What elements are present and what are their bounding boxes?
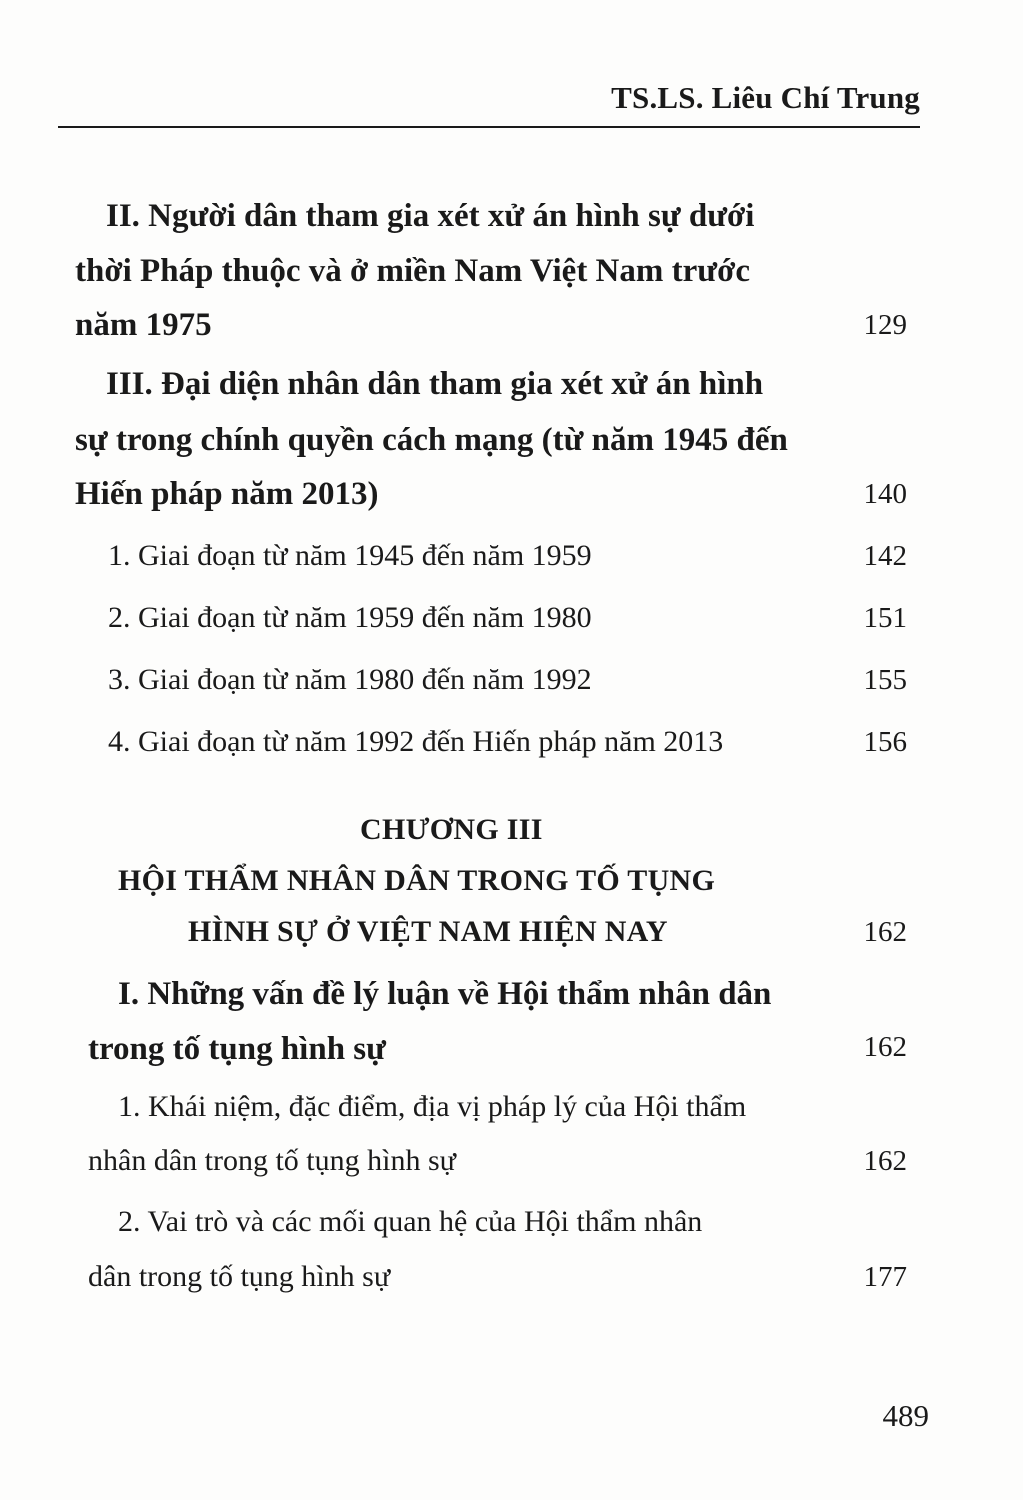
header-rule [58, 126, 920, 128]
toc-section-iii-page: 140 [863, 478, 907, 510]
toc-section-i-line1: I. Những vấn đề lý luận về Hội thẩm nhân dân [118, 976, 772, 1012]
toc-sub-iii-3-text: 3. Giai đoạn từ năm 1980 đến năm 1992 [108, 663, 592, 696]
toc-sub-iii-1-text: 1. Giai đoạn từ năm 1945 đến năm 1959 [108, 539, 592, 572]
toc-section-iii-line3: Hiến pháp năm 2013) [75, 476, 379, 512]
page-number: 489 [882, 1398, 929, 1433]
toc-sub-i-2-page: 177 [863, 1261, 907, 1293]
toc-section-iii-line2: sự trong chính quyền cách mạng (từ năm 1945 đến [75, 422, 788, 458]
running-header: TS.LS. Liêu Chí Trung [611, 80, 920, 115]
toc-sub-iii-2-page: 151 [863, 602, 907, 634]
chapter-title-line2: HÌNH SỰ Ở VIỆT NAM HIỆN NAY [188, 915, 668, 948]
toc-section-i-page: 162 [863, 1031, 907, 1063]
chapter-page: 162 [863, 916, 907, 948]
toc-section-iii-line1: III. Đại diện nhân dân tham gia xét xử án hình [106, 366, 764, 402]
toc-section-i-line2: trong tố tụng hình sự [88, 1031, 386, 1067]
toc-sub-iii-4-text: 4. Giai đoạn từ năm 1992 đến Hiến pháp năm 2013 [108, 725, 724, 758]
toc-sub-iii-4-page: 156 [863, 726, 907, 758]
toc-sub-i-1-page: 162 [863, 1145, 907, 1177]
toc-section-ii-line2: thời Pháp thuộc và ở miền Nam Việt Nam trước [75, 253, 750, 289]
chapter-label: CHƯƠNG III [360, 813, 543, 846]
toc-section-ii-line3: năm 1975 [75, 307, 212, 343]
toc-sub-iii-2-text: 2. Giai đoạn từ năm 1959 đến năm 1980 [108, 601, 592, 634]
chapter-title-line1: HỘI THẨM NHÂN DÂN TRONG TỐ TỤNG [118, 864, 716, 897]
toc-sub-iii-1-page: 142 [863, 540, 907, 572]
toc-sub-i-1-line2: nhân dân trong tố tụng hình sự [88, 1144, 456, 1177]
toc-section-ii-page: 129 [863, 309, 907, 341]
toc-sub-i-2-line2: dân trong tố tụng hình sự [88, 1260, 391, 1293]
toc-section-ii-line1: II. Người dân tham gia xét xử án hình sự dưới [106, 198, 755, 234]
toc-sub-i-1-line1: 1. Khái niệm, đặc điểm, địa vị pháp lý của Hội thẩm [118, 1090, 747, 1123]
toc-sub-iii-3-page: 155 [863, 664, 907, 696]
toc-sub-i-2-line1: 2. Vai trò và các mối quan hệ của Hội thẩm nhân [118, 1205, 703, 1238]
